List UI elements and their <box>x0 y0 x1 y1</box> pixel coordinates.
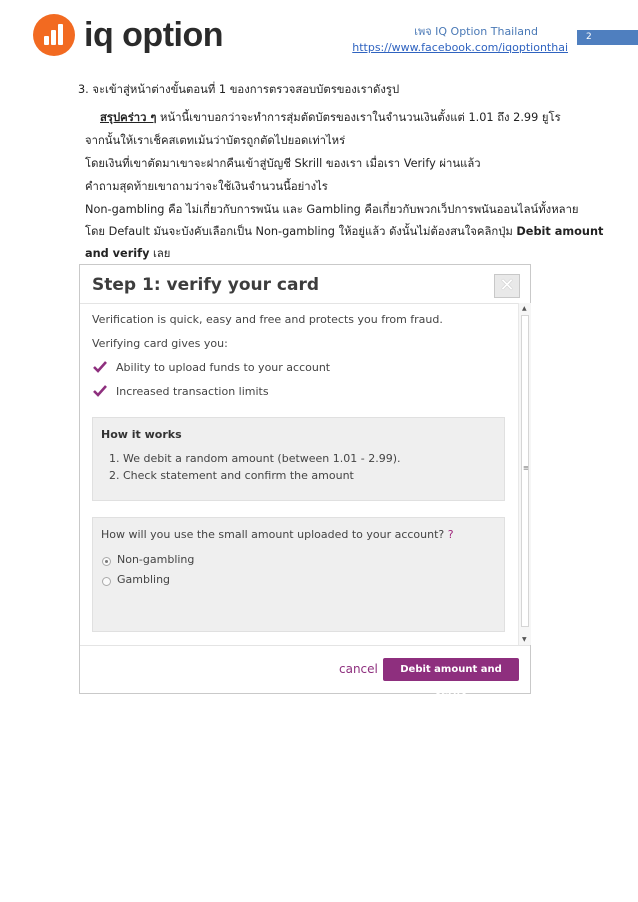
body-line-6 <box>85 222 603 240</box>
usage-question-text: How will you use the small amount uploaded to your account? <box>101 528 445 541</box>
dialog-title: Step 1: verify your card <box>92 275 320 295</box>
body-line-7-text: เลย <box>149 247 171 260</box>
dialog-scrollbar[interactable] <box>518 303 531 645</box>
debit-amount-emphasis: Debit amount <box>516 225 604 238</box>
and-verify-emphasis: and verify <box>85 247 150 260</box>
benefits-label: Verifying card gives you: <box>92 337 228 350</box>
summary-line <box>100 108 561 126</box>
dialog-divider <box>80 303 530 304</box>
how-step: 2. Check statement and confirm the amount <box>109 469 354 482</box>
summary-label: สรุปคร่าว ๆ <box>100 111 157 124</box>
verification-intro: Verification is quick, easy and free and protects you from fraud. <box>92 313 443 326</box>
logo-bars-icon <box>33 14 75 56</box>
scrollbar-grip-icon: ≡ <box>523 464 529 472</box>
how-it-works-title: How it works <box>101 428 182 441</box>
body-line-7 <box>85 244 170 262</box>
option-label[interactable]: Non-gambling <box>117 553 195 566</box>
verify-card-dialog <box>79 264 531 698</box>
body-line-6-text: โดย Default มันจะบังคับเลือกเป็น Non-gambling ให้อยู่แล้ว ดังนั้นไม่ต้องสนใจคลิกปุ่ม <box>85 225 517 238</box>
footer-divider <box>80 645 530 646</box>
debit-and-verify-button[interactable]: Debit amount and verify <box>383 658 519 681</box>
option-label[interactable]: Gambling <box>117 573 171 586</box>
page-label: เพจ IQ Option Thailand <box>414 25 538 38</box>
usage-question-panel <box>92 517 505 632</box>
checkmark-icon <box>93 361 107 373</box>
body-line-5: Non-gambling คือ ไม่เกี่ยวกับการพนัน และ Gambling คือเกี่ยวกับพวกเว็ปการพนันออนไลน์ทั้งหลาย <box>85 203 579 216</box>
benefit-item: Ability to upload funds to your account <box>116 361 331 374</box>
body-line-2: จากนั้นให้เราเช็คสเตทเม้นว่าบัตรถูกตัดไปยอดเท่าไหร่ <box>85 134 346 147</box>
scroll-up-icon[interactable]: ▲ <box>522 305 527 312</box>
how-step: 1. We debit a random amount (between 1.01 - 2.99). <box>109 452 401 465</box>
radio-gambling[interactable] <box>102 577 111 586</box>
usage-question <box>101 528 454 541</box>
scroll-down-icon[interactable]: ▼ <box>522 636 527 643</box>
scrollbar-thumb[interactable] <box>521 315 529 627</box>
page-number: 2 <box>577 30 638 45</box>
brand-name: iq option <box>84 15 224 54</box>
radio-non-gambling[interactable] <box>102 557 111 566</box>
cancel-button[interactable]: cancel <box>339 662 378 676</box>
body-line-4: คำถามสุดท้ายเขาถามว่าจะใช้เงินจำนวนนี้อย่างไร <box>85 180 328 193</box>
close-icon[interactable]: ✕ <box>494 274 520 298</box>
step-heading: 3. จะเข้าสู่หน้าต่างขั้นตอนที่ 1 ของการตรวจสอบบัตรของเราดังรูป <box>78 83 400 96</box>
iq-option-logo <box>33 14 223 56</box>
facebook-link[interactable]: https://www.facebook.com/iqoptionthai <box>352 41 568 54</box>
body-line-3: โดยเงินที่เขาตัดมาเขาจะฝากคืนเข้าสู่บัญชี Skrill ของเรา เมื่อเรา Verify ผ่านแล้ว <box>85 157 481 170</box>
how-it-works-panel <box>92 417 505 501</box>
benefit-item: Increased transaction limits <box>116 385 269 398</box>
help-icon[interactable]: ? <box>447 528 454 541</box>
summary-text: หน้านี้เขาบอกว่าจะทำการสุ่มตัดบัตรของเราในจำนวนเงินตั้งแต่ 1.01 ถึง 2.99 ยูโร <box>156 111 561 124</box>
checkmark-icon <box>93 385 107 397</box>
